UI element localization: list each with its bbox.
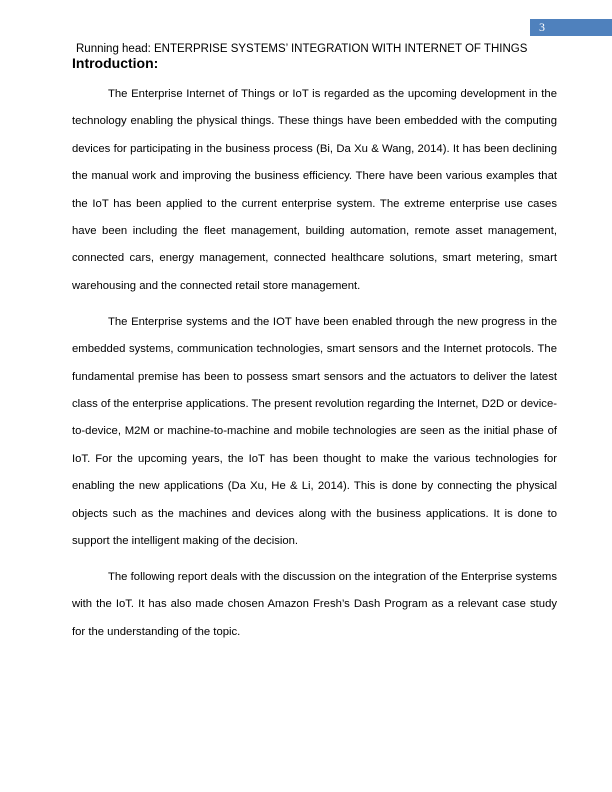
section-heading: Introduction: (72, 55, 159, 71)
paragraph-3: The following report deals with the discussion on the integration of the Enterprise systems with the IoT. It has also made chosen Amazon Fresh’s Dash Program as a relevant case study for the understanding of the topic. (72, 570, 557, 638)
paragraph-2: The Enterprise systems and the IOT have been enabled through the new progress in the embedded systems, communication technologies, smart sensors and the Internet protocols. The fundamental premise has been to possess smart sensors and the actuators to deliver the latest class of the enterprise applications. The present revolution regarding the Internet, D2D or device-to-device, M2M or machine-to-machine and mobile technologies are seen as the initial phase of IoT. For the upcoming years, the IoT has been thought to make the various technologies for enabling the new applications (Da Xu, He & Li, 2014). This is done by connecting the physical objects such as the machines and devices along with the business applications. It is done to support the intelligent making of the decision. (72, 315, 557, 547)
page-number-badge (530, 19, 612, 36)
body-text (72, 81, 557, 655)
page-number: 3 (539, 20, 545, 34)
running-head: Running head: ENTERPRISE SYSTEMS’ INTEGRATION WITH INTERNET OF THINGS (76, 43, 528, 55)
paragraph-1: The Enterprise Internet of Things or IoT is regarded as the upcoming development in the technology enabling the physical things. These things have been embedded with the computing devices for participating in the business process (Bi, Da Xu & Wang, 2014). It has been declining the manual work and improving the business efficiency. There have been various examples that the IoT has been applied to the current enterprise system. The extreme enterprise use cases have been including the fleet management, building automation, remote asset management, connected cars, energy management, connected healthcare solutions, smart metering, smart warehousing and the connected retail store management. (72, 88, 557, 292)
